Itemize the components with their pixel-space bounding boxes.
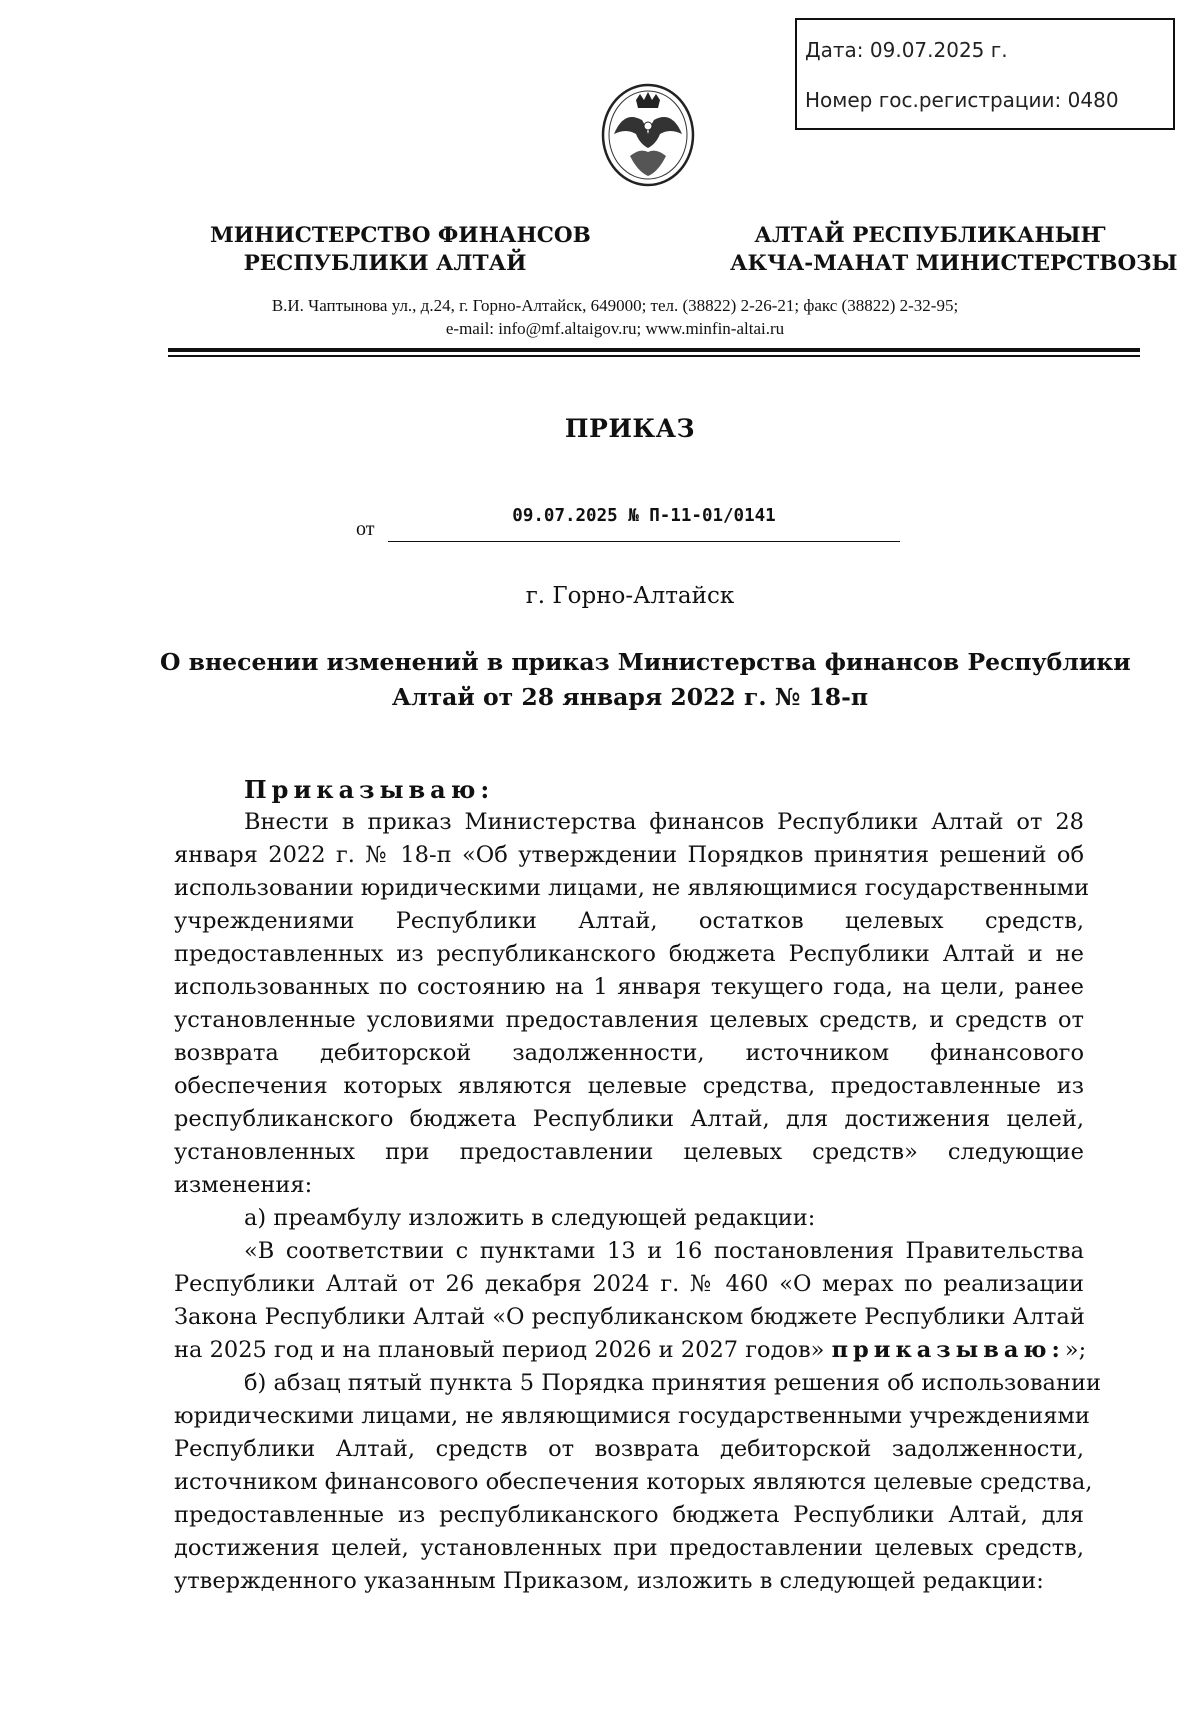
order-word: Приказываю:: [244, 775, 495, 804]
paragraph-line: республиканского бюджета Республики Алтай, для достижения целей,: [174, 1106, 1084, 1132]
coat-of-arms-icon: [600, 82, 696, 188]
paragraph-line: использовании юридическими лицами, не являющимися государственными: [174, 875, 1090, 901]
ministry-name-ru-line1: МИНИСТЕРСТВО ФИНАНСОВ: [210, 223, 591, 248]
paragraph-line: учреждениями Республики Алтай, остатков целевых средств,: [174, 908, 1084, 934]
quote-line: Республики Алтай от 26 декабря 2024 г. № 460 «О мерах по реализации: [174, 1271, 1084, 1297]
paragraph-line: предоставленных из республиканского бюджета Республики Алтай и не: [174, 941, 1084, 967]
quote-line: «В соответствии с пунктами 13 и 16 постановления Правительства: [244, 1238, 1084, 1264]
order-number: 09.07.2025 № П-11-01/0141: [512, 506, 776, 526]
quote-line: Закона Республики Алтай «О республиканском бюджете Республики Алтай: [174, 1304, 1085, 1330]
order-directive: [174, 773, 1084, 806]
order-from-label: от: [356, 518, 375, 540]
quote-last-suffix: »;: [1064, 1337, 1087, 1363]
registration-number-label: Номер гос.регистрации:: [805, 88, 1062, 112]
order-title: [160, 645, 1131, 715]
ministry-name-ru: [210, 222, 591, 278]
ministry-address: [150, 294, 1080, 340]
paragraph-line: обеспечения которых являются целевые средства, предоставленные из: [174, 1073, 1084, 1099]
order-title-line2: Алтай от 28 января 2022 г. № 18-п: [391, 683, 869, 711]
ministry-name-altai: [730, 222, 1178, 278]
paragraph-line: использованных по состоянию на 1 января текущего года, на цели, ранее: [174, 974, 1084, 1000]
paragraph-line: установленных при предоставлении целевых средств» следующие: [174, 1139, 1084, 1165]
registration-date-line: [805, 38, 1008, 62]
ministry-name-altai-line1: АЛТАЙ РЕСПУБЛИКАНЫҤ: [754, 223, 1106, 248]
item-b-line: источником финансового обеспечения которых являются целевые средства,: [174, 1469, 1093, 1495]
item-b-line: достижения целей, установленных при предоставлении целевых средств,: [174, 1535, 1084, 1561]
quote-order-word: приказываю:: [831, 1337, 1065, 1363]
paragraph-line: установленные условиями предоставления целевых средств, и средств от: [174, 1007, 1084, 1033]
registration-date-value: 09.07.2025 г.: [869, 38, 1008, 62]
item-b-line: предоставленные из республиканского бюджета Республики Алтай, для: [174, 1502, 1084, 1528]
address-line-2: e-mail: info@mf.altaigov.ru; www.minfin-altai.ru: [445, 319, 785, 338]
item-b-line: б) абзац пятый пункта 5 Порядка принятия решения об использовании: [244, 1370, 1101, 1396]
registration-number-value: 0480: [1067, 88, 1119, 112]
order-body: [174, 773, 1101, 1598]
registration-number-line: [805, 88, 1119, 112]
item-b-line: утвержденного указанным Приказом, изложить в следующей редакции:: [174, 1568, 1044, 1594]
registration-date-label: Дата:: [805, 38, 864, 62]
order-city: г. Горно-Алтайск: [525, 583, 735, 609]
item-b-line: юридическими лицами, не являющимися государственными учреждениями: [174, 1403, 1090, 1429]
paragraph-line: изменения:: [174, 1172, 313, 1198]
ministry-name-ru-line2: РЕСПУБЛИКИ АЛТАЙ: [243, 251, 527, 276]
order-number-underline: [388, 541, 900, 542]
paragraph-line: Внести в приказ Министерства финансов Республики Алтай от 28: [244, 809, 1084, 835]
item-b-line: Республики Алтай, средств от возврата дебиторской задолженности,: [174, 1436, 1084, 1462]
quote-last-line: [174, 1334, 1087, 1367]
ministry-name-altai-line2: АКЧА-МАНАТ МИНИСТЕРСТВОЗЫ: [730, 251, 1178, 276]
paragraph-line: возврата дебиторской задолженности, источником финансового: [174, 1040, 1084, 1066]
order-title-line1: О внесении изменений в приказ Министерства финансов Республики: [160, 648, 1131, 676]
address-line-1: В.И. Чаптынова ул., д.24, г. Горно-Алтайск, 649000; тел. (38822) 2-26-21; факс (38822) 2-32-95;: [271, 296, 959, 315]
header-divider-thick: [168, 348, 1140, 352]
registration-stamp: [795, 18, 1175, 130]
item-a-line: а) преамбулу изложить в следующей редакции:: [244, 1205, 816, 1231]
header-divider-thin: [168, 355, 1140, 357]
quote-last-prefix: на 2025 год и на плановый период 2026 и 2027 годов»: [174, 1337, 825, 1363]
document-type: ПРИКАЗ: [564, 414, 696, 443]
paragraph-line: января 2022 г. № 18-п «Об утверждении Порядков принятия решений об: [174, 842, 1084, 868]
